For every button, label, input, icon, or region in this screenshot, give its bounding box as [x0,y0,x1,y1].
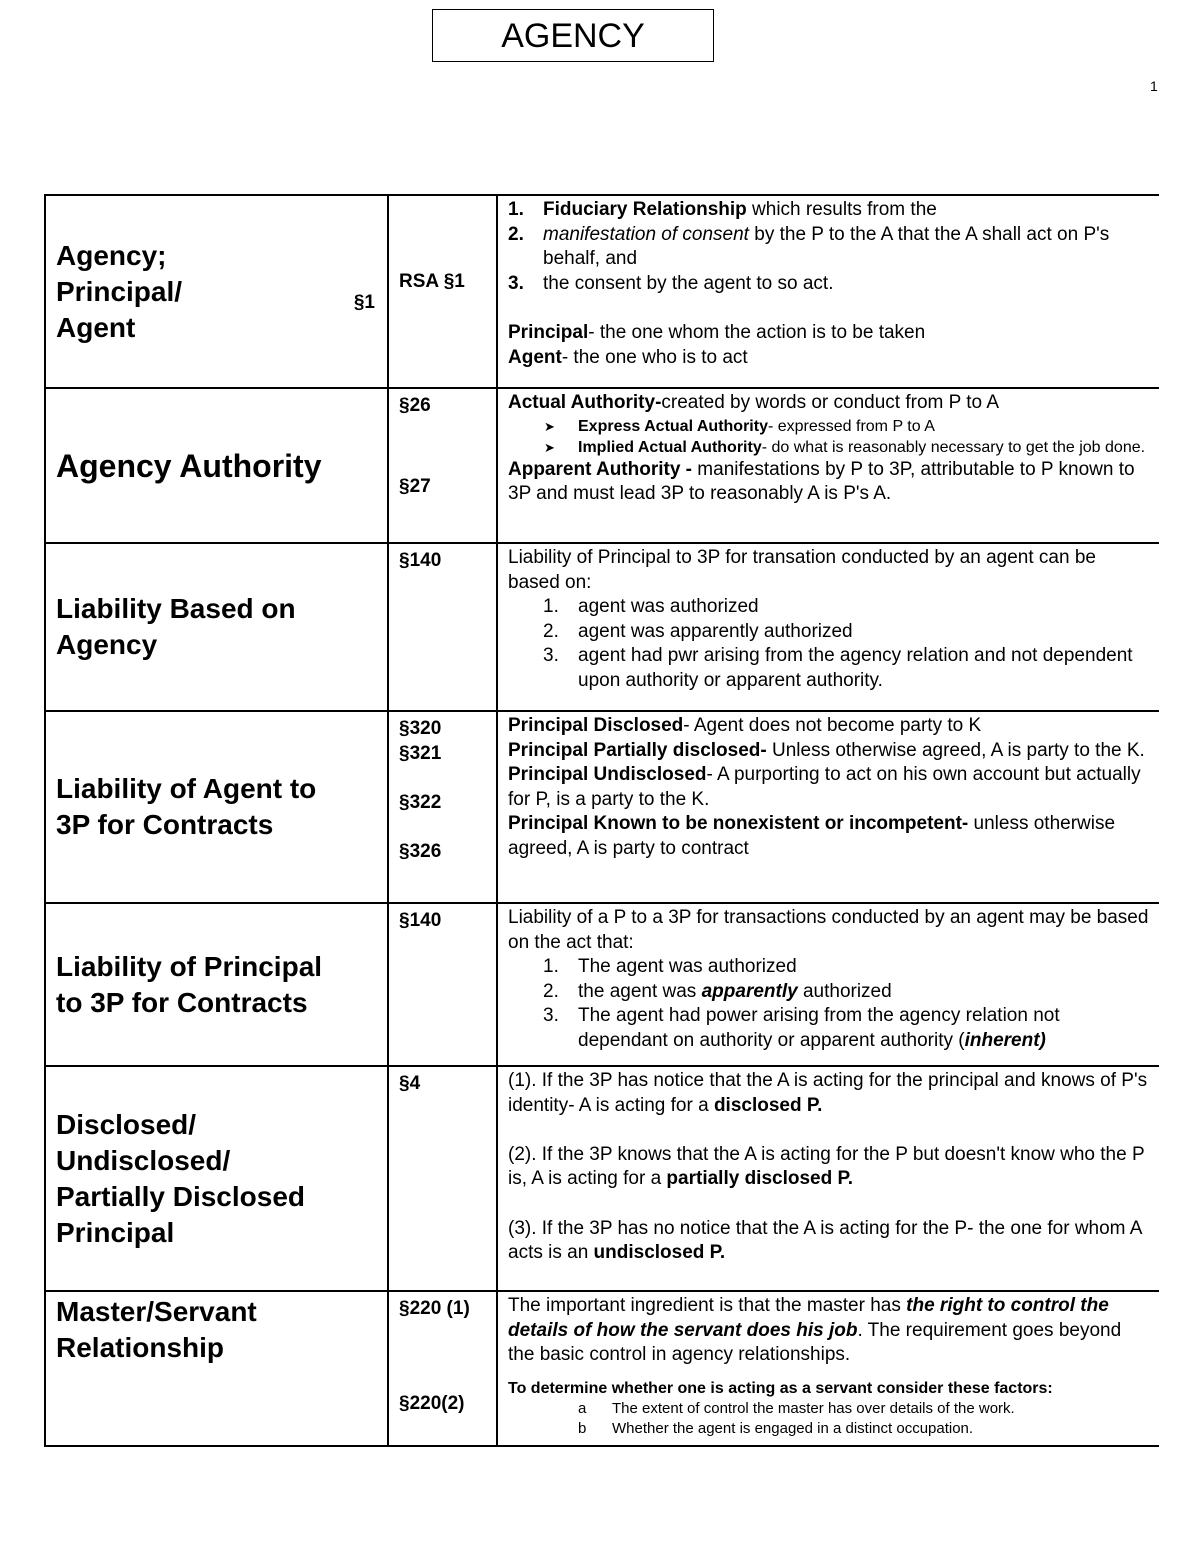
list-item: 3. The agent had power arising from the agency relation not dependant on authority or apparent authority (inherent) [543,1005,1060,1051]
content-cell [497,1066,1159,1291]
section-cell [388,1066,497,1291]
list-item: 1. agent was authorized [543,596,759,618]
section-ref: §322 [399,792,442,813]
factors-heading: To determine whether one is acting as a servant consider these factors: [508,1379,1053,1397]
actual-authority: Actual Authority-created by words or conduct from P to A [508,392,999,413]
list-item: a The extent of control the master has over details of the work. [578,1399,1015,1417]
topic-title: Liability of Principal to 3P for Contracts [56,950,323,1018]
topic-section-ref: §1 [353,292,375,313]
intro-text: Liability of Principal to 3P for transation conducted by an agent can be based on: [508,547,1096,593]
page-title: AGENCY [432,9,714,62]
list-item: 2. agent was apparently authorized [543,620,853,642]
topic-cell [45,903,388,1066]
page-number: 1 [1150,78,1158,94]
section-cell [388,711,497,903]
table-row [45,903,1159,1066]
factor-list [508,1399,1149,1439]
list-item: 1. The agent was authorized [543,956,797,978]
section-ref: §321 [399,743,442,764]
topic-title: Disclosed/ Undisclosed/ Partially Disclosed Principal [56,1108,306,1248]
paragraph: (3). If the 3P has no notice that the A is acting for the P- the one for whom A acts is an undisclosed P. [508,1217,1142,1264]
content-cell [497,388,1159,543]
section-cell [388,195,497,388]
list-item: b Whether the agent is engaged in a distinct occupation. [578,1419,974,1437]
table-row [45,195,1159,388]
section-ref: §26 [399,395,431,416]
content-cell [497,903,1159,1066]
topic-cell [45,1066,388,1291]
list-item: 3. agent had pwr arising from the agency relation and not dependent upon authority or apparent authority. [543,645,1133,691]
arrowhead-bullet-icon: ➤ [544,439,555,455]
table-row [45,388,1159,543]
section-ref: §27 [399,476,431,497]
content-cell [497,543,1159,711]
topic-cell [45,711,388,903]
topic-title: Master/Servant Relationship [56,1296,257,1363]
apparent-authority: Apparent Authority - manifestations by P to 3P, attributable to P known to 3P and must lead 3P to reasonably A is P's A. [508,458,1135,505]
paragraph: (1). If the 3P has notice that the A is acting for the principal and knows of P's identity- A is acting for a disclosed P. [508,1070,1148,1116]
entry: Principal Undisclosed- A purporting to act on his own account but actually for P, is a party to the K. [508,764,1141,810]
numbered-list [508,955,1149,1053]
section-ref: §220(2) [399,1393,465,1414]
table-row [45,711,1159,903]
section-cell [388,543,497,711]
entry: Principal Partially disclosed- Unless otherwise agreed, A is party to the K. [508,739,1145,761]
entry: Principal Disclosed- Agent does not become party to K [508,715,982,736]
topic-cell [45,1291,388,1446]
section-cell [388,903,497,1066]
table-row [45,543,1159,711]
list-item: 1. Fiduciary Relationship which results from the [508,199,937,220]
content-cell [497,711,1159,903]
topic-cell [45,543,388,711]
arrowhead-bullet-icon: ➤ [544,418,555,434]
topic-title: Liability of Agent to 3P for Contracts [56,773,317,840]
list-item: 2. manifestation of consent by the P to the A that the A shall act on P's behalf, and [508,223,1110,270]
table-row [45,1066,1159,1291]
intro-text: Liability of a P to a 3P for transactions conducted by an agent may be based on the act that: [508,907,1149,953]
topic-cell [45,195,388,388]
section-ref: §4 [399,1073,421,1094]
topic-title: Agency; Principal/ Agent [56,239,183,343]
section-cell [388,1291,497,1446]
content-cell [497,195,1159,388]
list-item: 2. the agent was apparently authorized [543,980,892,1002]
definition: Agent- the one who is to act [508,346,748,368]
definition: Principal- the one whom the action is to be taken [508,321,926,343]
section-ref: §320 [399,718,442,739]
outline-table [44,194,1159,1447]
numbered-list [508,595,1149,693]
list-item: 3. the consent by the agent to so act. [508,272,834,294]
paragraph: The important ingredient is that the master has the right to control the details of how the servant does his job. The requirement goes beyond the basic control in agency relationships. [508,1295,1122,1366]
section-cell [388,388,497,543]
list-item: ➤ Express Actual Authority- expressed from P to A [544,417,935,435]
content-cell [497,1291,1159,1446]
topic-cell [45,388,388,543]
paragraph: (2). If the 3P knows that the A is acting for the P but doesn't know who the P is, A is acting for a partially disclosed P. [508,1143,1145,1190]
topic-title: Liability Based on Agency [56,593,296,660]
numbered-list [508,198,1149,296]
list-item: ➤ Implied Actual Authority- do what is reasonably necessary to get the job done. [544,438,1146,456]
section-ref: §140 [399,550,442,571]
section-ref: §140 [399,910,442,931]
topic-title: Agency Authority [56,447,322,484]
bullet-list [508,416,1149,458]
section-ref: RSA §1 [399,271,465,292]
section-ref: §326 [399,841,442,862]
entry: Principal Known to be nonexistent or incompetent- unless otherwise agreed, A is party to contract [508,813,1116,859]
table-row [45,1291,1159,1446]
section-ref: §220 (1) [399,1298,470,1319]
